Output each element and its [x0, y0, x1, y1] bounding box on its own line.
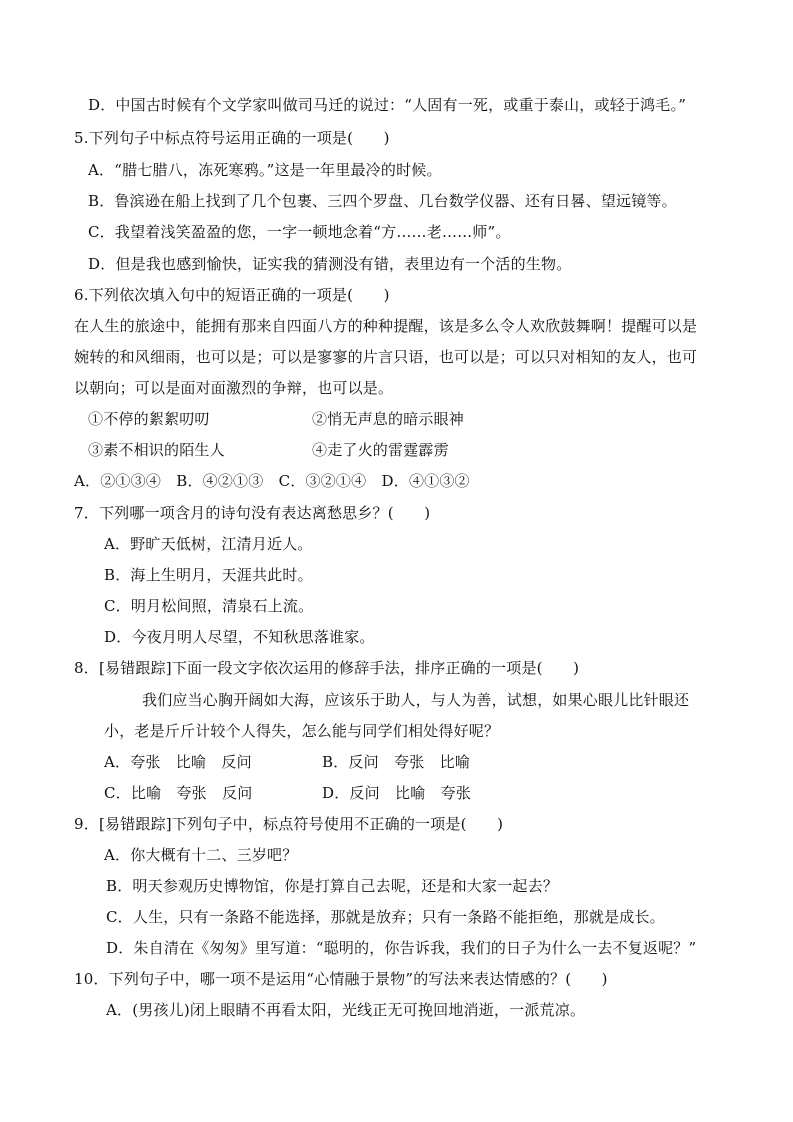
q5-option-a: A．“腊七腊八，冻死寒鸦。”这是一年里最冷的时候。 [88, 161, 442, 179]
q9-option-a: A．你大概有十二、三岁吧？ [104, 846, 298, 864]
q7-stem: 7．下列哪一项含月的诗句没有表达离愁思乡？( ) [74, 504, 431, 522]
q7-option-d: D．今夜月明人尽望，不知秋思落谁家。 [104, 628, 375, 646]
q9-option-c: C．人生，只有一条路不能选择，那就是放弃；只有一条路不能拒绝，那就是成长。 [106, 908, 665, 926]
q6-paragraph-line-2: 婉转的和风细雨，也可以是；可以是寥寥的片言只语，也可以是；可以只对相知的友人，也可 [74, 348, 698, 366]
q6-paragraph-line-3: 以朝向；可以是面对面激烈的争辩，也可以是。 [74, 379, 394, 397]
q5-option-b: B．鲁滨逊在船上找到了几个包裹、三四个罗盘、几台数学仪器、还有日晷、望远镜等。 [88, 192, 677, 210]
q6-phrase-4: ④走了火的雷霆霹雳 [312, 441, 449, 459]
q8-option-a: A．夸张 比喻 反问 [104, 753, 252, 771]
q7-option-a: A．野旷天低树，江清月近人。 [104, 535, 313, 553]
q4-option-d: D．中国古时候有个文学家叫做司马迁的说过：“人固有一死，或重于泰山，或轻于鸿毛。” [88, 96, 687, 114]
q7-option-c: C．明月松间照，清泉石上流。 [104, 597, 314, 615]
q5-option-d: D．但是我也感到愉快，证实我的猜测没有错，表里边有一个活的生物。 [88, 255, 572, 273]
q8-stem: 8．[易错跟踪]下面一段文字依次运用的修辞手法，排序正确的一项是( ) [74, 659, 580, 677]
q6-phrase-2: ②悄无声息的暗示眼神 [312, 410, 465, 428]
q9-option-d: D．朱自清在《匆匆》里写道：“聪明的，你告诉我，我们的日子为什么一去不复返呢？” [106, 939, 697, 957]
q9-option-b: B．明天参观历史博物馆，你是打算自己去呢，还是和大家一起去？ [106, 877, 559, 895]
q6-choices: A．②①③④ B．④②①③ C．③②①④ D．④①③② [74, 472, 470, 490]
q8-paragraph-line-1: 我们应当心胸开阔如大海，应该乐于助人，与人为善，试想，如果心眼儿比针眼还 [142, 691, 690, 709]
q10-stem: 10．下列句子中，哪一项不是运用“心情融于景物”的写法来表达情感的？( ) [74, 970, 608, 988]
q10-option-a: A．(男孩儿)闭上眼睛不再看太阳，光线正无可挽回地消逝，一派荒凉。 [106, 1001, 586, 1019]
q6-stem: 6.下列依次填入句中的短语正确的一项是( ) [74, 286, 390, 304]
q6-phrase-1: ①不停的絮絮叨叨 [88, 410, 210, 428]
q8-option-d: D．反问 比喻 夸张 [322, 784, 472, 802]
q8-option-c: C．比喻 夸张 反问 [104, 784, 253, 802]
q5-option-c: C．我望着浅笑盈盈的您，一字一顿地念着“方……老……师”。 [88, 223, 511, 241]
q8-option-b: B．反问 夸张 比喻 [322, 753, 471, 771]
q7-option-b: B．海上生明月，天涯共此时。 [104, 566, 313, 584]
q5-stem: 5.下列句子中标点符号运用正确的一项是( ) [74, 129, 390, 147]
q6-phrase-3: ③素不相识的陌生人 [88, 441, 225, 459]
q9-stem: 9．[易错跟踪]下列句子中，标点符号使用不正确的一项是( ) [74, 815, 504, 833]
q6-paragraph-line-1: 在人生的旅途中，能拥有那来自四面八方的种种提醒，该是多么令人欢欣鼓舞啊！提醒可以是 [74, 317, 698, 335]
q8-paragraph-line-2: 小，老是斤斤计较个人得失，怎么能与同学们相处得好呢？ [104, 722, 500, 740]
